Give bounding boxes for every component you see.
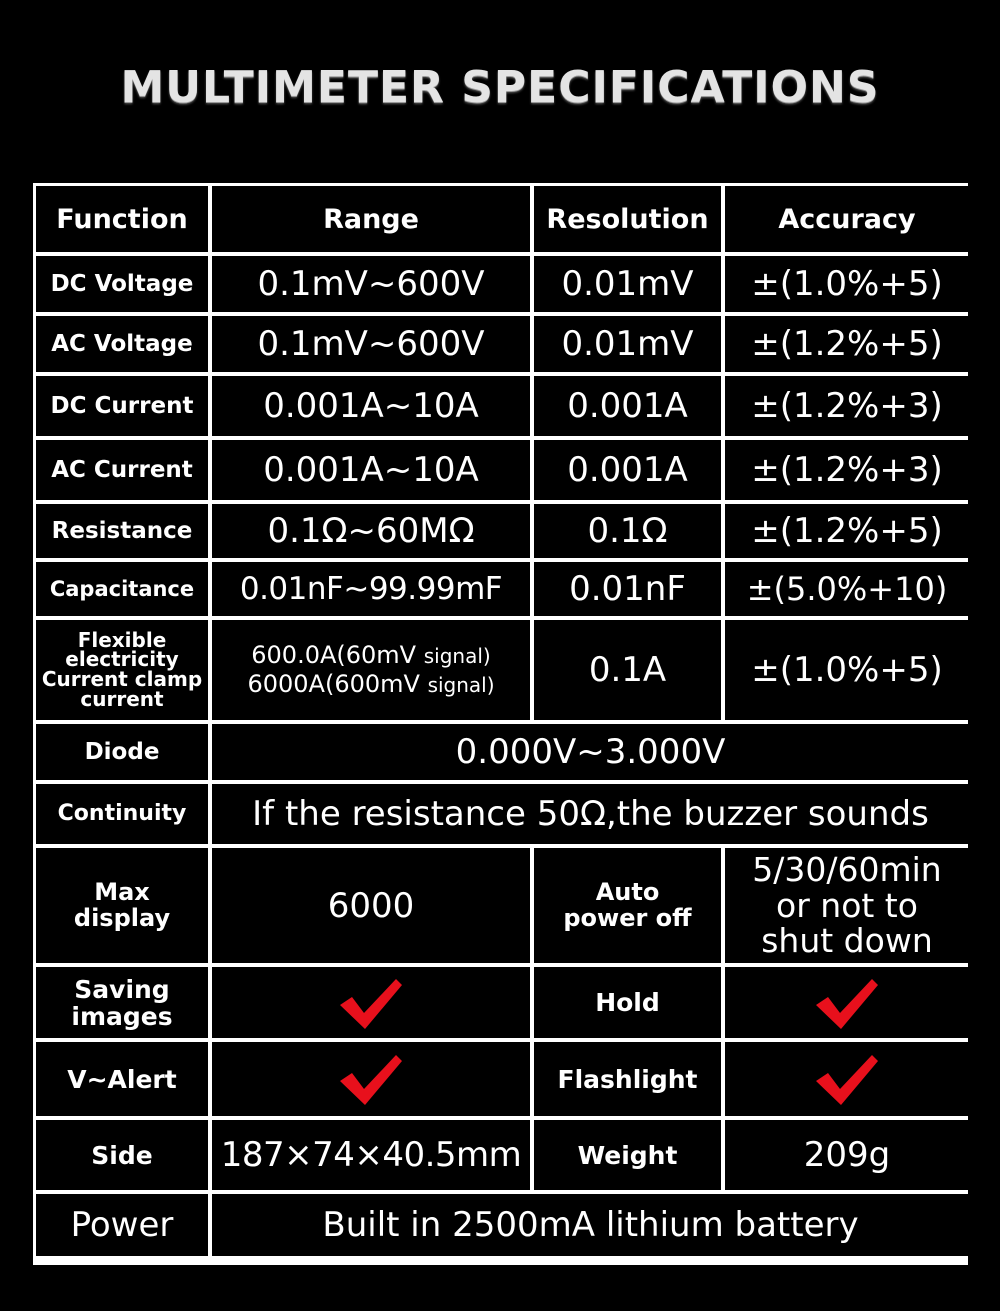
- row-accuracy: ±(1.2%+3): [725, 376, 969, 436]
- flexible-function-cell: [36, 620, 208, 720]
- header-function: Function: [36, 186, 208, 252]
- row-function: DC Voltage: [36, 256, 208, 312]
- saving-images-label-line: images: [71, 1001, 173, 1031]
- weight-value: 209g: [725, 1120, 969, 1190]
- auto-power-off-label: [534, 848, 721, 963]
- flashlight-label: Flashlight: [534, 1042, 721, 1116]
- max-display-label-line: Max: [94, 877, 150, 906]
- spec-table: [33, 183, 968, 1265]
- weight-label: Weight: [534, 1120, 721, 1190]
- row-resolution: 0.01nF: [534, 562, 721, 616]
- row-resolution: 0.1Ω: [534, 504, 721, 558]
- power-label: Power: [36, 1194, 208, 1256]
- row-range: 0.1mV~600V: [212, 316, 530, 372]
- flexible-range-value: 6000A(600mV: [247, 670, 420, 698]
- saving-images-check-cell: [212, 967, 530, 1038]
- saving-images-label: [36, 967, 208, 1038]
- row-function: Capacitance: [36, 562, 208, 616]
- max-display-label-line: display: [73, 903, 171, 932]
- side-label: Side: [36, 1120, 208, 1190]
- saving-images-label-line: Saving: [74, 974, 170, 1004]
- auto-power-off-label-line: power off: [563, 903, 692, 932]
- continuity-value: If the resistance 50Ω,the buzzer sounds: [212, 784, 969, 844]
- diode-value: 0.000V~3.000V: [212, 724, 969, 780]
- v-alert-label: V~Alert: [36, 1042, 208, 1116]
- hold-label: Hold: [534, 967, 721, 1038]
- row-function: AC Voltage: [36, 316, 208, 372]
- row-accuracy: ±(1.0%+5): [725, 256, 969, 312]
- check-icon: [814, 975, 880, 1031]
- row-range: 0.01nF~99.99mF: [212, 562, 530, 616]
- max-display-label: [36, 848, 208, 963]
- row-accuracy: ±(1.2%+5): [725, 504, 969, 558]
- row-range: 0.1Ω~60MΩ: [212, 504, 530, 558]
- row-function: Resistance: [36, 504, 208, 558]
- auto-power-off-value: [725, 848, 969, 963]
- row-resolution: 0.001A: [534, 376, 721, 436]
- row-accuracy: ±(1.2%+5): [725, 316, 969, 372]
- row-range: 0.1mV~600V: [212, 256, 530, 312]
- flexible-range-value: 600.0A(60mV: [251, 641, 417, 670]
- header-resolution: Resolution: [534, 186, 721, 252]
- header-range: Range: [212, 186, 530, 252]
- side-value: 187×74×40.5mm: [212, 1120, 530, 1190]
- auto-power-off-value-line: or not to: [776, 885, 918, 925]
- header-accuracy: Accuracy: [725, 186, 969, 252]
- row-function: AC Current: [36, 440, 208, 500]
- row-resolution: 0.01mV: [534, 256, 721, 312]
- auto-power-off-value-line: shut down: [761, 921, 933, 961]
- check-icon: [338, 1051, 404, 1107]
- row-resolution: 0.01mV: [534, 316, 721, 372]
- row-accuracy: ±(1.2%+3): [725, 440, 969, 500]
- flexible-label-line: Flexible: [77, 627, 167, 652]
- hold-check-cell: [725, 967, 969, 1038]
- flexible-range-note: signal): [427, 673, 495, 697]
- row-range: 0.001A~10A: [212, 376, 530, 436]
- max-display-value: 6000: [212, 848, 530, 963]
- flashlight-check-cell: [725, 1042, 969, 1116]
- auto-power-off-label-line: Auto: [595, 877, 660, 906]
- row-accuracy: ±(5.0%+10): [725, 562, 969, 616]
- page-title: MULTIMETER SPECIFICATIONS: [120, 62, 880, 113]
- diode-label: Diode: [36, 724, 208, 780]
- flexible-resolution: 0.1A: [534, 620, 721, 720]
- power-value: Built in 2500mA lithium battery: [212, 1194, 969, 1256]
- check-icon: [338, 975, 404, 1031]
- flexible-label-line: Current clamp: [41, 667, 203, 691]
- row-range: 0.001A~10A: [212, 440, 530, 500]
- flexible-range-cell: [212, 620, 530, 720]
- auto-power-off-value-line: 5/30/60min: [752, 850, 942, 890]
- v-alert-check-cell: [212, 1042, 530, 1116]
- row-resolution: 0.001A: [534, 440, 721, 500]
- flexible-accuracy: ±(1.0%+5): [725, 620, 969, 720]
- row-function: DC Current: [36, 376, 208, 436]
- continuity-label: Continuity: [36, 784, 208, 844]
- flexible-label-line: current: [80, 686, 164, 711]
- flexible-range-note: signal): [423, 644, 491, 669]
- check-icon: [814, 1051, 880, 1107]
- flexible-label-line: electricity: [65, 647, 179, 672]
